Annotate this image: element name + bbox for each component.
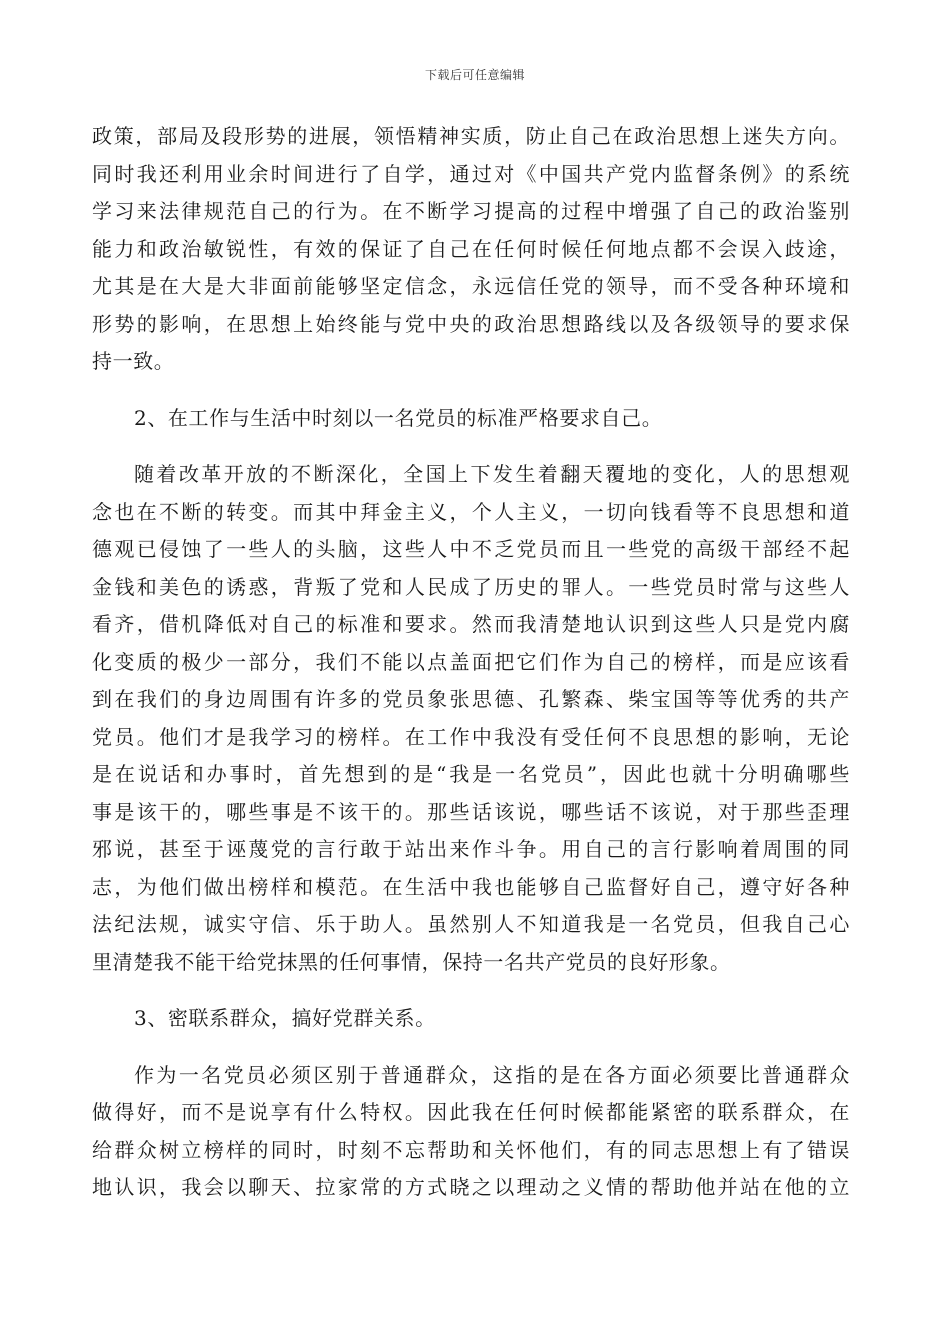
section-heading-2: [92, 400, 850, 438]
paragraph-gap: [92, 437, 850, 456]
paragraph-2: [92, 456, 850, 981]
text-line: 作为一名党员必须区别于普通群众，这指的是在各方面必须要比普通群众: [134, 1062, 850, 1087]
heading-text: 2、在工作与生活中时刻以一名党员的标准严格要求自己。: [134, 405, 663, 430]
text-line: 地认识，我会以聊天、拉家常的方式晓之以理动之义情的帮助他并站在他的立: [92, 1175, 850, 1199]
text-line: 到在我们的身边周围有许多的党员象张思德、孔繁森、柴宝国等等优秀的共产: [92, 687, 850, 711]
text-line: 念也在不断的转变。而其中拜金主义，个人主义，一切向钱看等不良思想和道: [92, 499, 850, 524]
text-line: 能力和政治敏锐性，有效的保证了自己在任何时候任何地点都不会误入歧途，: [92, 236, 850, 261]
paragraph-gap: [92, 381, 850, 400]
section-heading-3: [92, 1000, 850, 1038]
text-line: 形势的影响，在思想上始终能与党中央的政治思想路线以及各级领导的要求保: [92, 311, 850, 336]
paragraph-gap: [92, 1038, 850, 1057]
text-line: 尤其是在大是大非面前能够坚定信念，永远信任党的领导，而不受各种环境和: [92, 274, 850, 298]
text-line: 同时我还利用业余时间进行了自学，通过对《中国共产党内监督条例》的系统: [92, 161, 850, 186]
text-line: 事是该干的，哪些事是不该干的。那些话该说，哪些话不该说，对于那些歪理: [92, 799, 850, 824]
text-line: 党员。他们才是我学习的榜样。在工作中我没有受任何不良思想的影响，无论: [92, 724, 850, 749]
text-line: 邪说，甚至于诬蔑党的言行敢于站出来作斗争。用自己的言行影响着周围的同: [92, 837, 850, 861]
text-line: 里清楚我不能干给党抹黑的任何事情，保持一名共产党员的良好形象。: [92, 949, 731, 974]
heading-text: 3、密联系群众，搞好党群关系。: [134, 1006, 436, 1030]
paragraph-3: [92, 1057, 850, 1207]
text-line: 随着改革开放的不断深化，全国上下发生着翻天覆地的变化，人的思想观: [134, 462, 850, 486]
text-line: 志，为他们做出榜样和模范。在生活中我也能够自己监督好自己，遵守好各种: [92, 874, 850, 899]
text-line: 给群众树立榜样的同时，时刻不忘帮助和关怀他们，有的同志思想上有了错误: [92, 1137, 850, 1162]
text-line: 金钱和美色的诱惑，背叛了党和人民成了历史的罪人。一些党员时常与这些人: [92, 574, 850, 599]
text-line: 法纪法规，诚实守信、乐于助人。虽然别人不知道我是一名党员，但我自己心: [92, 912, 850, 936]
text-line: 学习来法律规范自己的行为。在不断学习提高的过程中增强了自己的政治鉴别: [92, 199, 850, 223]
text-line: 持一致。: [92, 349, 175, 373]
text-line: 做得好，而不是说享有什么特权。因此我在任何时候都能紧密的联系群众，在: [92, 1100, 850, 1124]
paragraph-gap: [92, 981, 850, 1000]
document-body: [92, 118, 850, 1207]
text-line: 化变质的极少一部分，我们不能以点盖面把它们作为自己的榜样，而是应该看: [92, 649, 850, 674]
text-line: 政策，部局及段形势的进展，领悟精神实质，防止自己在政治思想上迷失方向。: [92, 124, 850, 148]
page-header: 下载后可任意编辑: [424, 68, 525, 82]
paragraph-1: [92, 118, 850, 381]
text-line: 是在说话和办事时，首先想到的是“我是一名党员”，因此也就十分明确哪些: [92, 762, 850, 786]
text-line: 德观已侵蚀了一些人的头脑，这些人中不乏党员而且一些党的高级干部经不起: [92, 537, 850, 561]
text-line: 看齐，借机降低对自己的标准和要求。然而我清楚地认识到这些人只是党内腐: [92, 612, 850, 636]
